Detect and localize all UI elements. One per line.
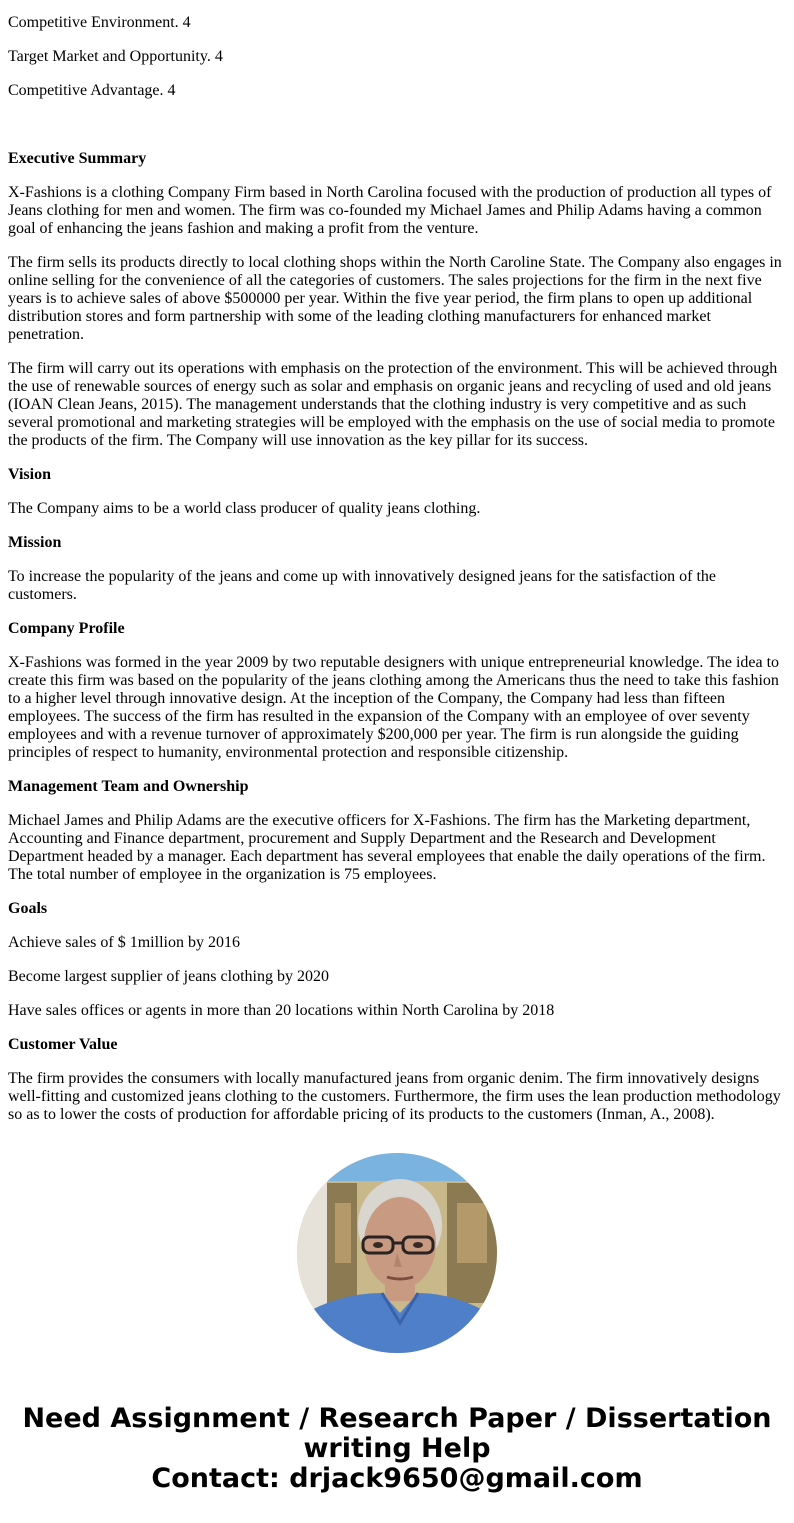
heading-executive-summary: Executive Summary: [8, 150, 147, 167]
paragraph-company-profile: X-Fashions was formed in the year 2009 by two reputable designers with unique entrepreneurial knowledge. The idea to create this firm was based on the popularity of the jeans clothing among the Americans thus the need to take this fashion to a higher level through innovative design. At the inception of the Company, the Company had less than fifteen employees. The success of the firm has resulted in the expansion of the Company with an employee of over seventy employees and with a revenue turnover of approximately $200,000 per year. The firm is run alongside the guiding principles of respect to humanity, environmental protection and responsible citizenship.: [8, 654, 780, 761]
goal-item: Have sales offices or agents in more than 20 locations within North Carolina by 2018: [8, 1002, 555, 1019]
heading-vision: Vision: [8, 466, 51, 483]
heading-customer-value: Customer Value: [8, 1036, 118, 1053]
toc-entry-target-market[interactable]: Target Market and Opportunity. 4: [8, 48, 223, 65]
goal-item: Become largest supplier of jeans clothing by 2020: [8, 968, 329, 985]
heading-mission: Mission: [8, 534, 62, 551]
person-photo-icon: [297, 1153, 497, 1353]
document-body: [8, 14, 786, 1122]
paragraph-mission: To increase the popularity of the jeans and come up with innovatively designed jeans for the satisfaction of the customers.: [8, 568, 716, 603]
spacer: [8, 116, 786, 134]
banner-contact-email[interactable]: Contact: drjack9650@gmail.com: [151, 1463, 643, 1494]
paragraph-customer-value: The firm provides the consumers with locally manufactured jeans from organic denim. The firm innovatively designs well-fitting and customized jeans clothing to the customers. Furthermore, the firm uses the lean production methodology so as to lower the costs of production for affordable pricing of its products to the customers (Inman, A., 2008).: [8, 1070, 781, 1122]
promo-banner: [0, 1404, 794, 1494]
paragraph-management-team: Michael James and Philip Adams are the executive officers for X-Fashions. The firm has the Marketing department, Accounting and Finance department, procurement and Supply Department and the Research and Development Department headed by a manager. Each department has several employees that enable the daily operations of the firm. The total number of employee in the organization is 75 employees.: [8, 812, 766, 883]
heading-goals: Goals: [8, 900, 48, 917]
toc-entry-competitive-environment[interactable]: Competitive Environment. 4: [8, 14, 191, 31]
toc-entry-competitive-advantage[interactable]: Competitive Advantage. 4: [8, 82, 176, 99]
goal-item: Achieve sales of $ 1million by 2016: [8, 934, 240, 951]
paragraph: The firm sells its products directly to local clothing shops within the North Caroline State. The Company also engages in online selling for the convenience of all the categories of customers. The sales projections for the firm in the next five years is to achieve sales of above $500000 per year. Within the five year period, the firm plans to open up additional distribution stores and form partnership with some of the leading clothing manufacturers for enhanced market penetration.: [8, 254, 782, 343]
paragraph: X-Fashions is a clothing Company Firm based in North Carolina focused with the production of production all types of Jeans clothing for men and women. The firm was co-founded my Michael James and Philip Adams having a common goal of enhancing the jeans fashion and making a profit from the venture.: [8, 184, 772, 237]
paragraph-vision: The Company aims to be a world class producer of quality jeans clothing.: [8, 500, 481, 517]
paragraph: The firm will carry out its operations with emphasis on the protection of the environment. This will be achieved through the use of renewable sources of energy such as solar and emphasis on organic jeans and recycling of used and old jeans (IOAN Clean Jeans, 2015). The management understands that the clothing industry is very competitive and as such several promotional and marketing strategies will be employed with the emphasis on the use of social media to promote the products of the firm. The Company will use innovation as the key pillar for its success.: [8, 360, 778, 449]
heading-company-profile: Company Profile: [8, 620, 125, 637]
banner-line: Need Assignment / Research Paper / Dissertation: [22, 1403, 772, 1434]
heading-management-team: Management Team and Ownership: [8, 778, 249, 795]
banner-line: writing Help: [303, 1433, 491, 1464]
